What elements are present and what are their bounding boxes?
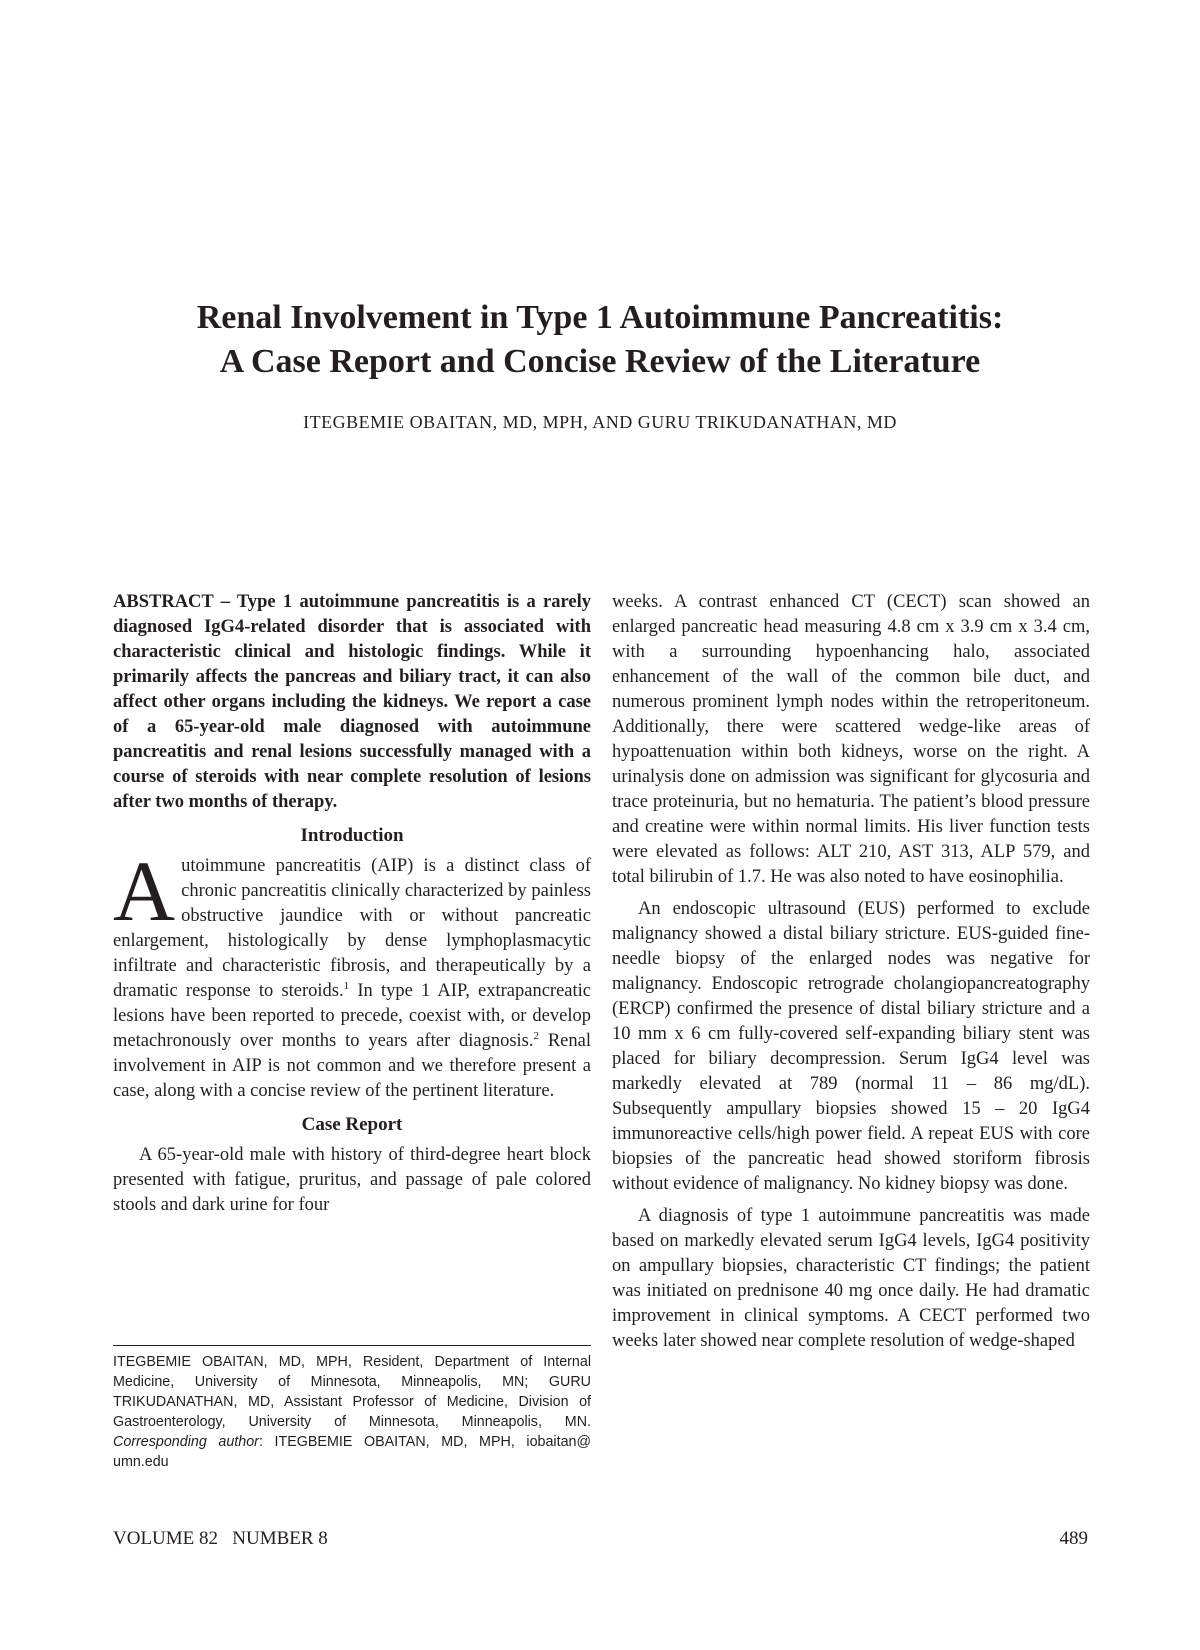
reference-1: 1: [343, 979, 350, 992]
abstract: ABSTRACT – Type 1 autoimmune pancreatitis is a rarely diagnosed IgG4-related disorder that is associated with characteristic clinical and histologic findings. While it primarily affects the pancreas and biliary tract, it can also affect other organs including the kidneys. We report a case of a 65-year-old male diagnosed with autoimmune pancreatitis and renal lesions successfully managed with a course of steroids with near complete resolution of lesions after two months of therapy.: [113, 592, 591, 812]
intro-text-c: Renal involvement in AIP is not common and we therefore present a case, along with a concise review of the pertinent literature.: [113, 1031, 591, 1101]
introduction-heading: Introduction: [300, 825, 404, 846]
case-report-paragraph-1-continued: weeks. A contrast enhanced CT (CECT) scan showed an enlarged pancreatic head measuring 4.8 cm x 3.9 cm x 3.4 cm, with a surrounding hypoenhancing halo, associated enhancement of the wall of the common bile duct, and numerous prominent lymph nodes within the retroperitoneum. Additionally, there were scattered wedge-like areas of hypoattenuation within both kidneys, worse on the right. A urinalysis done on admission was significant for glycosuria and trace proteinuria, but no hematuria. The patient’s blood pressure and creatine were within normal limits. His liver function tests were elevated as follows: ALT 210, AST 313, ALP 579, and total bilirubin of 1.7. He was also noted to have eosinophilia.: [612, 592, 1090, 887]
author-line: ITEGBEMIE OBAITAN, MD, MPH, AND GURU TRIKUDANATHAN, MD: [303, 412, 897, 432]
footnote-affiliations: ITEGBEMIE OBAITAN, MD, MPH, Resident, Department of Internal Medicine, University of Minnesota, Minneapolis, MN; GURU TRIKUDANATHAN, MD, Assistant Professor of Medicine, Division of Gastroenterology, University of Minnesota, Minneapolis, MN.: [113, 1354, 591, 1430]
intro-text-a: utoimmune pancreatitis (AIP) is a distinct class of chronic pancreatitis clinically characterized by painless obstructive jaundice with or without pancreatic enlargement, histologically by dense lymphoplasmacytic infiltrate and characteristic fibrosis, and therapeutically by a dramatic response to steroids.: [113, 856, 591, 1001]
intro-text-b: In type 1 AIP, extrapancreatic lesions have been reported to precede, coexist with, or develop metachronously over months to years after diagnosis.: [113, 981, 591, 1051]
page-number: 489: [1059, 1528, 1088, 1549]
title-line-2: A Case Report and Concise Review of the Literature: [219, 343, 981, 380]
right-column: [612, 590, 1090, 1354]
article-title: [0, 296, 1200, 384]
corresponding-author-label: Corresponding author: [113, 1434, 259, 1450]
case-report-paragraph-3: A diagnosis of type 1 autoimmune pancreatitis was made based on markedly elevated serum IgG4 levels, IgG4 positivity on ampullary biopsies, characteristic CT findings; the patient was initiated on prednisone 40 mg once daily. He had dramatic improvement in clinical symptoms. A CECT performed two weeks later showed near complete resolution of wedge-shaped: [612, 1206, 1090, 1351]
author-affiliation-footnote: [113, 1345, 591, 1472]
introduction-paragraph: [113, 843, 591, 1104]
corresponding-author-contact: : ITEGBEMIE OBAITAN, MD, MPH, iobaitan@ umn.edu: [113, 1434, 591, 1470]
drop-cap: A: [113, 843, 176, 939]
case-report-paragraph-2: An endoscopic ultrasound (EUS) performed to exclude malignancy showed a distal biliary stricture. EUS-guided fine-needle biopsy of the enlarged nodes was negative for malignancy. Endoscopic retrograde cholangiopancreatography (ERCP) confirmed the presence of distal biliary stricture and a 10 mm x 6 cm fully-covered self-expanding biliary stent was placed for biliary decompression. Serum IgG4 level was markedly elevated at 789 (normal 11 – 86 mg/dL). Subsequently ampullary biopsies showed 15 – 20 IgG4 immunoreactive cells/high power field. A repeat EUS with core biopsies of the pancreatic head showed storiform fibrosis without evidence of malignancy. No kidney biopsy was done.: [612, 899, 1090, 1194]
reference-2: 2: [533, 1029, 539, 1042]
title-block: [0, 296, 1200, 433]
case-report-paragraph-1: A 65-year-old male with history of third-degree heart block presented with fatigue, pruritus, and passage of pale colored stools and dark urine for four: [113, 1145, 591, 1215]
journal-issue: VOLUME 82 NUMBER 8: [113, 1528, 328, 1549]
title-line-1: Renal Involvement in Type 1 Autoimmune Pancreatitis:: [196, 299, 1004, 336]
case-report-heading: Case Report: [301, 1114, 403, 1135]
left-column: [113, 590, 591, 1218]
